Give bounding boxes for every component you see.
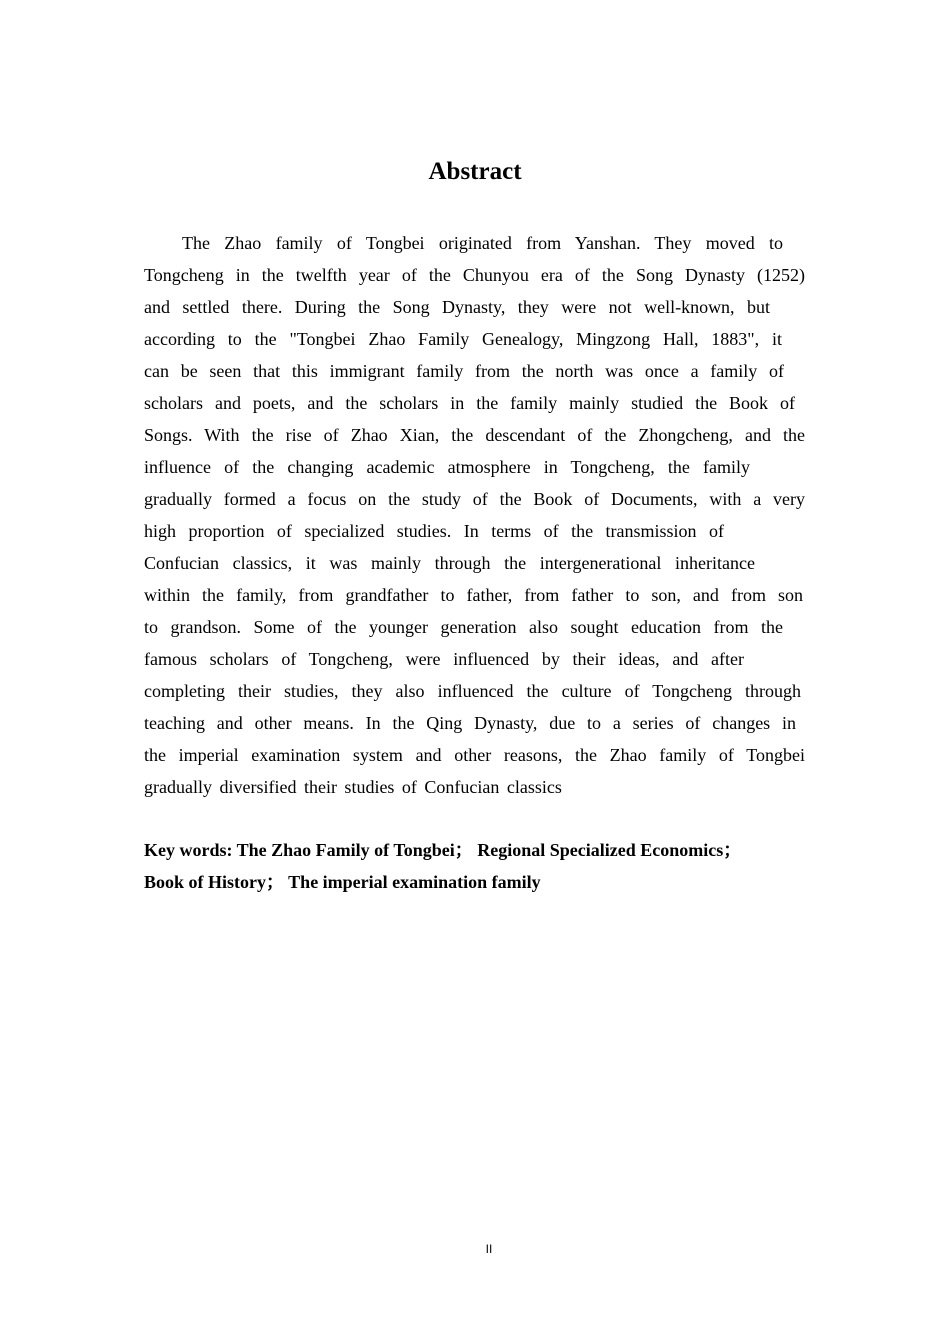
abstract-line: scholars and poets, and the scholars in the family mainly studied the Book of bbox=[144, 393, 795, 413]
abstract-line: Songs. With the rise of Zhao Xian, the descendant of the Zhongcheng, and the bbox=[144, 425, 805, 445]
abstract-line: gradually diversified their studies of Confucian classics bbox=[144, 777, 562, 797]
page-number: II bbox=[485, 1242, 493, 1256]
abstract-line: Tongcheng in the twelfth year of the Chunyou era of the Song Dynasty (1252) bbox=[144, 265, 805, 285]
abstract-line: and settled there. During the Song Dynasty, they were not well-known, but bbox=[144, 297, 770, 317]
abstract-line: the imperial examination system and other reasons, the Zhao family of Tongbei bbox=[144, 745, 805, 765]
page-title: Abstract bbox=[428, 158, 522, 185]
abstract-body bbox=[144, 227, 805, 803]
abstract-line: completing their studies, they also influenced the culture of Tongcheng through bbox=[144, 681, 801, 701]
abstract-line: high proportion of specialized studies. In terms of the transmission of bbox=[144, 521, 724, 541]
keywords-section bbox=[144, 834, 805, 898]
abstract-line: gradually formed a focus on the study of the Book of Documents, with a very bbox=[144, 489, 805, 509]
abstract-line: famous scholars of Tongcheng, were influenced by their ideas, and after bbox=[144, 649, 744, 669]
keywords-line: Book of History； The imperial examination family bbox=[144, 872, 541, 892]
abstract-line: to grandson. Some of the younger generation also sought education from the bbox=[144, 617, 783, 637]
abstract-line: Confucian classics, it was mainly through the intergenerational inheritance bbox=[144, 553, 755, 573]
keywords-line: Key words: The Zhao Family of Tongbei； Regional Specialized Economics； bbox=[144, 840, 742, 860]
abstract-line: The Zhao family of Tongbei originated from Yanshan. They moved to bbox=[182, 233, 783, 253]
abstract-line: can be seen that this immigrant family from the north was once a family of bbox=[144, 361, 784, 381]
abstract-line: teaching and other means. In the Qing Dynasty, due to a series of changes in bbox=[144, 713, 796, 733]
abstract-line: according to the "Tongbei Zhao Family Genealogy, Mingzong Hall, 1883", it bbox=[144, 329, 782, 349]
abstract-line: influence of the changing academic atmosphere in Tongcheng, the family bbox=[144, 457, 750, 477]
abstract-line: within the family, from grandfather to father, from father to son, and from son bbox=[144, 585, 803, 605]
